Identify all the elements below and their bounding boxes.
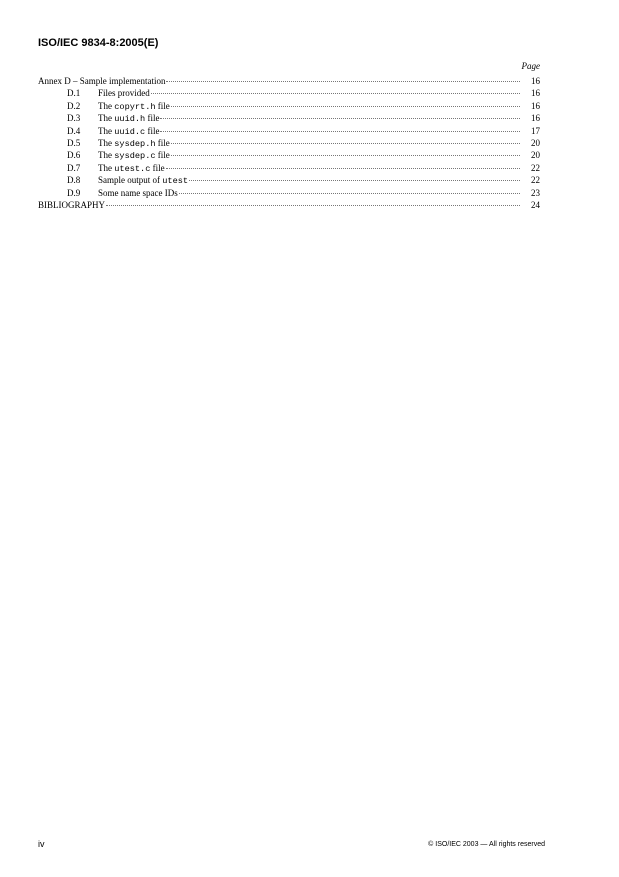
toc-entry-number: D.8 [67, 175, 81, 186]
toc-entry-number: D.9 [67, 187, 81, 198]
toc-dot-leader [166, 81, 520, 82]
toc-entry-page: 17 [531, 125, 540, 136]
toc-entry-text: Sample output of [98, 175, 163, 186]
toc-entry-code: sysdep.h [114, 138, 156, 149]
document-header: ISO/IEC 9834-8:2005(E) [38, 37, 159, 49]
toc-dot-leader [179, 193, 520, 194]
toc-entry-code: utest.c [114, 163, 151, 174]
toc-entry-title [38, 199, 105, 211]
toc-entry-page: 16 [531, 76, 540, 86]
toc-entry-text: The [98, 113, 115, 124]
toc-entry [38, 137, 540, 149]
toc-entry-text: Files provided [98, 88, 150, 99]
toc-entry-page: 16 [531, 113, 540, 124]
toc-entry-page: 16 [531, 100, 540, 111]
toc-dot-leader [171, 155, 520, 156]
toc-entry-code: copyrt.h [114, 101, 156, 112]
toc-entry-text: file [145, 113, 160, 124]
toc-dot-leader [171, 106, 520, 107]
toc-entry-title [98, 100, 170, 113]
toc-entry-number: D.1 [67, 88, 81, 99]
toc-entry-page: 16 [531, 88, 540, 99]
toc-entry-text: file [155, 137, 170, 148]
toc-entry-text: The [98, 125, 115, 136]
toc-entry-text: file [155, 100, 170, 111]
toc-entry [38, 125, 540, 137]
toc-entry-code: uuid.c [114, 126, 146, 137]
toc-entry-text: file [150, 162, 165, 173]
toc-entry-page: 22 [531, 175, 540, 186]
toc-entry [38, 149, 540, 161]
toc-entry-page: 22 [531, 162, 540, 173]
toc-entry-text: The [98, 137, 115, 148]
toc-entry-text: The [98, 162, 115, 173]
toc-entry-title [98, 149, 170, 162]
toc-entry-title [98, 187, 178, 199]
toc-dot-leader [189, 180, 520, 181]
toc-entry-text: Annex D – Sample implementation [38, 76, 166, 86]
toc-entry-title [98, 125, 159, 138]
toc-entry-number: D.6 [67, 150, 81, 161]
page-number: iv [38, 839, 45, 849]
table-of-contents [38, 75, 540, 211]
toc-entry-title [98, 137, 170, 150]
toc-entry [38, 199, 540, 211]
toc-entry-title [38, 75, 165, 87]
toc-entry-title [98, 112, 159, 125]
toc-entry-page: 24 [531, 199, 540, 210]
toc-entry-text: Some name space IDs [98, 187, 178, 198]
toc-entry-number: D.3 [67, 113, 81, 124]
toc-entry-code: utest [162, 176, 189, 187]
toc-dot-leader [171, 143, 520, 144]
page-column-label: Page [521, 61, 540, 71]
toc-dot-leader [160, 118, 520, 119]
toc-entry-number: D.2 [67, 100, 81, 111]
toc-entry-text: BIBLIOGRAPHY [38, 199, 106, 210]
toc-entry [38, 100, 540, 112]
toc-entry-title [98, 87, 150, 99]
toc-dot-leader [106, 205, 520, 206]
toc-entry-number: D.5 [67, 137, 81, 148]
toc-entry [38, 87, 540, 99]
toc-entry-title [98, 174, 188, 187]
toc-entry-title [98, 162, 165, 175]
toc-entry-text: file [155, 150, 170, 161]
toc-entry-page: 20 [531, 137, 540, 148]
toc-entry-code: uuid.h [114, 114, 146, 125]
toc-entry [38, 162, 540, 174]
copyright-notice: © ISO/IEC 2003 — All rights reserved [428, 841, 545, 848]
toc-dot-leader [151, 93, 520, 94]
toc-entry-page: 20 [531, 150, 540, 161]
toc-entry-text: file [145, 125, 160, 136]
toc-entry [38, 112, 540, 124]
toc-dot-leader [160, 131, 520, 132]
toc-entry-page: 23 [531, 187, 540, 198]
toc-entry [38, 75, 540, 87]
toc-entry-text: The [98, 100, 115, 111]
toc-entry-text: The [98, 150, 115, 161]
toc-dot-leader [166, 168, 520, 169]
toc-entry-number: D.4 [67, 125, 81, 136]
toc-entry-code: sysdep.c [114, 151, 156, 162]
toc-entry [38, 174, 540, 186]
toc-entry-number: D.7 [67, 162, 81, 173]
toc-entry [38, 187, 540, 199]
